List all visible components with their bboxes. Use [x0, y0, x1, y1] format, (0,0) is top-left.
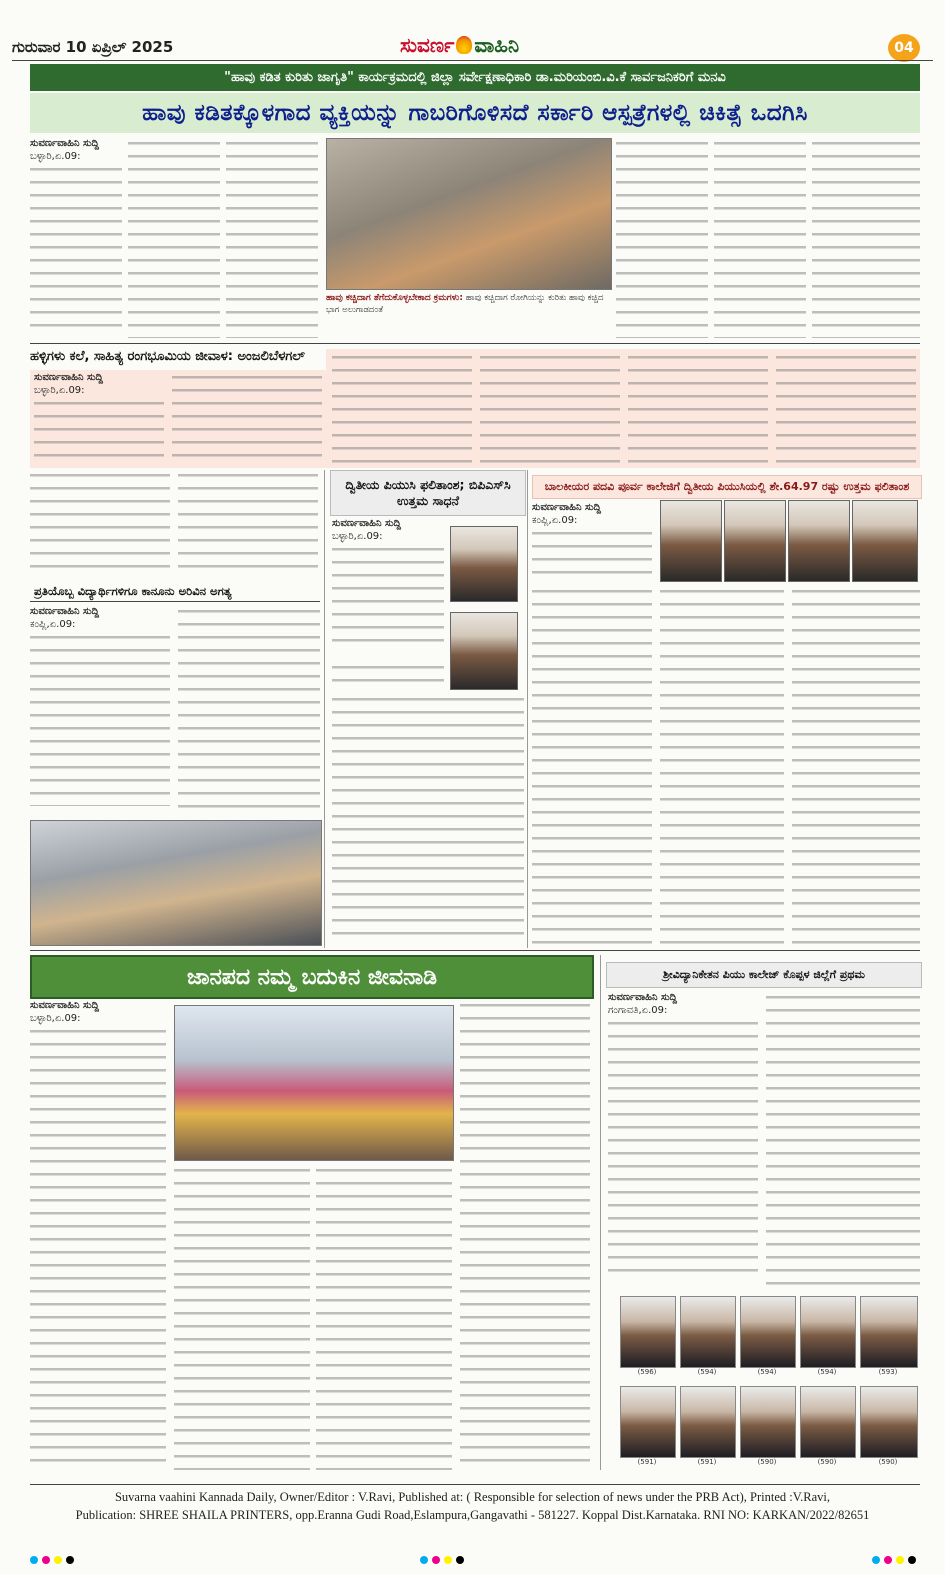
section-rule — [30, 343, 920, 344]
imprint-line-2: Publication: SHREE SHAILA PRINTERS, opp.Eranna Gudi Road,Eslampura,Gangavathi - 581227. Koppal Dist.Karnataka. RNI NO: KARKAN/2022/82651 — [75, 1508, 870, 1522]
student-score: (591) — [637, 1458, 657, 1466]
lead-column-5 — [714, 138, 806, 338]
registration-dot-cyan — [30, 1556, 38, 1564]
story2-body-text-6 — [776, 352, 916, 466]
column-divider-2 — [527, 470, 528, 948]
registration-dot-magenta — [432, 1556, 440, 1564]
lead-body-text-2 — [128, 138, 220, 338]
story6-body-text-4 — [460, 1000, 590, 1470]
topper-photo-4 — [852, 500, 918, 582]
story5-column-3 — [660, 586, 784, 944]
story2-body-text-2 — [172, 372, 322, 466]
story7-byline: ಸುವರ್ಣವಾಹಿನಿ ಸುದ್ದಿ — [608, 992, 677, 1003]
story2-column-8 — [178, 470, 318, 575]
lead-photo-caption-block — [326, 292, 610, 338]
story2-dateline: ಬಳ್ಳಾರಿ,ಏ.09: — [34, 385, 85, 396]
story2-body-text-1 — [34, 398, 164, 458]
lead-body-text-3 — [226, 138, 318, 338]
story6-dateline: ಬಳ್ಳಾರಿ,ಏ.09: — [30, 1013, 81, 1024]
lead-byline: ಸುವರ್ಣವಾಹಿನಿ ಸುದ್ದಿ — [30, 138, 99, 149]
story2-body-text-4 — [480, 352, 620, 466]
story5-body-text-1 — [532, 528, 652, 574]
story3-body-text-2 — [178, 606, 320, 814]
story6-column-3 — [316, 1165, 452, 1470]
story7-column-1 — [608, 992, 758, 1290]
lead-photo-caption-bold: ಹಾವು ಕಚ್ಚಿದಾಗ ತೆಗೆದುಕೊಳ್ಳಬೇಕಾದ ಕ್ರಮಗಳು: — [326, 293, 463, 303]
lead-photo — [326, 138, 612, 290]
student-photo — [620, 1296, 676, 1368]
lead-headline: ಹಾವು ಕಡಿತಕ್ಕೊಳಗಾದ ವ್ಯಕ್ತಿಯನ್ನು ಗಾಬರಿಗೊಳಿಸದೆ ಸರ್ಕಾರಿ ಆಸ್ಪತ್ರೆಗಳಲ್ಲಿ ಚಿಕಿತ್ಸೆ ಒದಗಿಸಿ — [30, 93, 920, 133]
story7-dateline: ಗಂಗಾವತಿ,ಏ.09: — [608, 1005, 668, 1016]
registration-dot-black — [456, 1556, 464, 1564]
story2-column-2 — [172, 372, 322, 466]
story5-column-4 — [792, 586, 920, 944]
lead-body-text-1 — [30, 164, 122, 334]
student-score: (596) — [637, 1368, 657, 1376]
student-score: (594) — [817, 1368, 837, 1376]
story3-headline: ಪ್ರತಿಯೊಬ್ಬ ವಿದ್ಯಾರ್ಥಿಗಳಿಗೂ ಕಾನೂನು ಅರಿವಿನ ಅಗತ್ಯ — [34, 584, 232, 598]
lead-column-2 — [128, 138, 220, 338]
story2-body-text-3 — [332, 352, 472, 466]
story6-body-text-2 — [174, 1165, 310, 1470]
story2-column-6 — [776, 352, 916, 466]
column-divider-3 — [600, 955, 601, 1470]
story6-column-1 — [30, 1000, 166, 1470]
student-score: (590) — [817, 1458, 837, 1466]
registration-dot-magenta — [884, 1556, 892, 1564]
story3-body-text-1 — [30, 632, 170, 806]
story3-photo — [30, 820, 322, 946]
story2-headline: ಹಳ್ಳಿಗಳು ಕಲೆ, ಸಾಹಿತ್ಯ ರಂಗಭೂಮಿಯ ಜೀವಾಳ: ಅಂಜಲಿಬೆಳಗಲ್ — [30, 349, 305, 364]
logo-text-part2: ವಾಹಿನಿ — [474, 33, 520, 57]
masthead-rule — [12, 60, 933, 61]
student-photo — [800, 1296, 856, 1368]
lead-dateline: ಬಳ್ಳಾರಿ,ಏ.09: — [30, 151, 81, 162]
lead-column-6 — [812, 138, 920, 338]
student-score: (594) — [697, 1368, 717, 1376]
student-photo-1 — [450, 526, 518, 602]
section-rule-2 — [30, 950, 920, 951]
story5-dateline: ಕಂಪ್ಲಿ,ಏ.09: — [532, 515, 578, 526]
story6-byline: ಸುವರ್ಣವಾಹಿನಿ ಸುದ್ದಿ — [30, 1000, 99, 1011]
student-score: (590) — [878, 1458, 898, 1466]
student-photo — [740, 1386, 796, 1458]
flame-icon — [456, 36, 472, 54]
registration-dot-black — [908, 1556, 916, 1564]
student-score: (591) — [697, 1458, 717, 1466]
registration-dot-cyan — [420, 1556, 428, 1564]
story2-body-text-7 — [30, 470, 170, 575]
story2-column-3 — [332, 352, 472, 466]
student-photo — [680, 1296, 736, 1368]
story5-body-text-4 — [792, 586, 920, 944]
story4-byline: ಸುವರ್ಣವಾಹಿನಿ ಸುದ್ದಿ — [332, 518, 401, 529]
student-photo — [740, 1296, 796, 1368]
column-divider — [324, 470, 325, 948]
issue-date: ಗುರುವಾರ 10 ಏಪ್ರಿಲ್ 2025 — [12, 38, 174, 56]
story3-rule — [30, 601, 320, 602]
story6-body-text-1 — [30, 1026, 166, 1462]
registration-dot-black — [66, 1556, 74, 1564]
story6-column-2 — [174, 1165, 310, 1470]
story6-headline: ಜಾನಪದ ನಮ್ಮ ಬದುಕಿನ ಜೀವನಾಡಿ — [30, 955, 594, 999]
registration-dot-magenta — [42, 1556, 50, 1564]
story2-column-7 — [30, 470, 170, 575]
topper-photo-1 — [660, 500, 722, 582]
story2-column-1 — [34, 372, 164, 466]
student-score: (593) — [878, 1368, 898, 1376]
story7-headline: ಶ್ರೀವಿದ್ಯಾನಿಕೇತನ ಪಿಯು ಕಾಲೇಜ್ ಕೊಪ್ಪಳ ಜಿಲ್ಲೆಗೆ ಪ್ರಥಮ — [606, 962, 922, 988]
story5-body-text-2 — [532, 586, 652, 944]
lead-body-text-6 — [812, 138, 920, 338]
story5-headline: ಬಾಲಕೀಯರ ಪದವಿ ಪೂರ್ವ ಕಾಲೇಜಿಗೆ ದ್ವಿತೀಯ ಪಿಯುಸಿಯಲ್ಲಿ ಶೇ.64.97 ರಷ್ಟು ಉತ್ತಮ ಫಲಿತಾಂಶ — [532, 475, 922, 499]
student-photo — [620, 1386, 676, 1458]
lead-photo-caption: ಹಾವು ಕಚ್ಚಿದಾಗ ರೋಗಿಯನ್ನು ಕುರಿತು ಹಾವು ಕಚ್ಚಿದ ಭಾಗ ಅಲುಗಾಡದಂತೆ — [326, 293, 604, 315]
story4-body-text-2 — [332, 662, 444, 692]
student-score: (594) — [757, 1368, 777, 1376]
newspaper-logo — [400, 30, 560, 60]
story4-dateline: ಬಳ್ಳಾರಿ,ಏ.09: — [332, 531, 383, 542]
story2-body-text-5 — [628, 352, 768, 466]
story4-body-text-3 — [332, 694, 524, 944]
lead-column-4 — [616, 138, 708, 338]
story3-column-2 — [178, 606, 320, 814]
story7-column-2 — [766, 992, 920, 1290]
student-photo — [860, 1386, 918, 1458]
story6-column-4 — [460, 1000, 590, 1470]
lead-body-text-4 — [616, 138, 708, 338]
lead-column-3 — [226, 138, 318, 338]
story6-photo — [174, 1005, 454, 1161]
story6-body-text-3 — [316, 1165, 452, 1470]
lead-kicker: "ಹಾವು ಕಡಿತ ಕುರಿತು ಜಾಗೃತಿ" ಕಾರ್ಯಕ್ರಮದಲ್ಲಿ ಜಿಲ್ಲಾ ಸರ್ವೇಕ್ಷಣಾಧಿಕಾರಿ ಡಾ.ಮರಿಯಂಬಿ.ವಿ.ಕೆ ಸಾರ್ವಜನಿಕರಿಗೆ ಮನವಿ — [30, 64, 920, 91]
story2-column-4 — [480, 352, 620, 466]
imprint-footer — [0, 1488, 945, 1524]
student-photo — [800, 1386, 856, 1458]
story7-body-text-2 — [766, 992, 920, 1290]
registration-dot-yellow — [54, 1556, 62, 1564]
footer-rule — [30, 1484, 920, 1485]
story4-column-2 — [332, 662, 444, 692]
student-photo-grid — [620, 1296, 920, 1472]
story5-body-text-3 — [660, 586, 784, 944]
story4-column-1 — [332, 518, 444, 658]
page-number: 04 — [888, 34, 920, 62]
story2-body-text-8 — [178, 470, 318, 575]
logo-text-part1: ಸುವರ್ಣ — [400, 33, 455, 57]
student-photo — [680, 1386, 736, 1458]
registration-dot-yellow — [444, 1556, 452, 1564]
story5-byline: ಸುವರ್ಣವಾಹಿನಿ ಸುದ್ದಿ — [532, 502, 601, 513]
story5-column-1 — [532, 502, 652, 582]
story2-byline: ಸುವರ್ಣವಾಹಿನಿ ಸುದ್ದಿ — [34, 372, 103, 383]
lead-column-1 — [30, 138, 122, 338]
topper-photo-3 — [788, 500, 850, 582]
student-score: (590) — [757, 1458, 777, 1466]
imprint-line-1: Suvarna vaahini Kannada Daily, Owner/Editor : V.Ravi, Published at: ( Responsible for selection of news under the PRB Act), Printed :V.Ravi, — [114, 1490, 831, 1504]
story2-column-5 — [628, 352, 768, 466]
story3-column-1 — [30, 606, 170, 814]
story4-body-text-1 — [332, 544, 444, 650]
registration-dot-cyan — [872, 1556, 880, 1564]
story3-byline: ಸುವರ್ಣವಾಹಿನಿ ಸುದ್ದಿ — [30, 606, 99, 617]
story7-body-text-1 — [608, 1018, 758, 1282]
story3-dateline: ಕಂಪ್ಲಿ,ಏ.09: — [30, 619, 76, 630]
story4-column-3 — [332, 694, 524, 944]
story5-column-2 — [532, 586, 652, 944]
student-photo — [860, 1296, 918, 1368]
student-photo-2 — [450, 612, 518, 690]
lead-body-text-5 — [714, 138, 806, 338]
story4-headline: ದ್ವಿತೀಯ ಪಿಯುಸಿ ಫಲಿತಾಂಶ; ಬಿಪಿಎಸ್‌ಸಿ ಉತ್ತಮ ಸಾಧನೆ — [330, 470, 526, 516]
topper-photo-2 — [724, 500, 786, 582]
registration-dot-yellow — [896, 1556, 904, 1564]
